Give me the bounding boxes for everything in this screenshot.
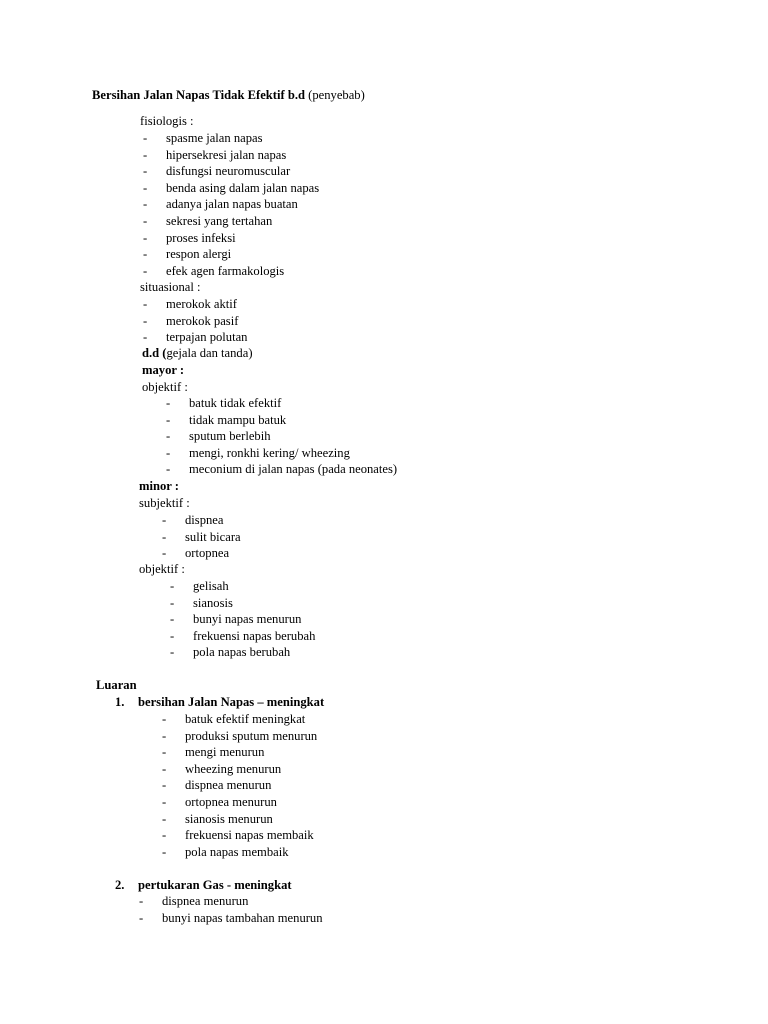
outcome-1-title: bersihan Jalan Napas – meningkat [138, 695, 325, 709]
fisiologis-item: disfungsi neuromuscular [166, 164, 291, 179]
minor-objektif-bullet: - [170, 645, 175, 660]
fisiologis-item: sekresi yang tertahan [166, 214, 273, 228]
outcome-1-bullet: - [162, 828, 167, 843]
outcome-1-bullet: - [162, 761, 167, 776]
document-title [92, 87, 365, 103]
outcome-1-bullet: - [162, 811, 167, 826]
minor-subjektif-item: sulit bicara [185, 529, 241, 544]
outcome-1-item: produksi sputum menurun [185, 728, 318, 743]
minor-objektif-item: bunyi napas menurun [193, 612, 302, 627]
minor-objektif-bullet: - [170, 628, 175, 643]
minor-objektif-item: gelisah [193, 579, 229, 593]
outcome-1-bullet: - [162, 844, 167, 859]
luaran-heading: Luaran [96, 678, 137, 692]
fisiologis-bullet: - [143, 197, 148, 212]
mayor-objektif-bullet: - [166, 396, 171, 410]
outcome-2-item: bunyi napas tambahan menurun [162, 910, 323, 925]
outcome-1-item: sianosis menurun [185, 811, 273, 826]
minor-label: minor : [139, 479, 179, 493]
outcome-1-item: mengi menurun [185, 745, 265, 760]
mayor-objektif-bullet: - [166, 429, 171, 444]
outcome-1-bullet: - [162, 745, 167, 760]
outcome-2-bullet: - [139, 894, 144, 908]
outcome-2-number: 2. [115, 878, 125, 892]
fisiologis-item: benda asing dalam jalan napas [166, 180, 320, 195]
fisiologis-bullet: - [143, 147, 148, 162]
minor-objektif-label: objektif : [139, 562, 185, 576]
title-cause: (penyebab) [305, 88, 365, 102]
minor-subjektif-label: subjektif : [139, 496, 190, 510]
mayor-label: mayor : [142, 363, 185, 377]
fisiologis-bullet: - [143, 263, 148, 278]
situasional-item: merokok aktif [166, 297, 237, 311]
minor-subjektif-item: dispnea [185, 513, 224, 527]
fisiologis-bullet: - [143, 131, 148, 145]
situasional-bullet: - [143, 313, 148, 328]
mayor-objektif-label: objektif : [142, 380, 188, 394]
mayor-objektif-bullet: - [166, 445, 171, 460]
fisiologis-item: respon alergi [166, 247, 232, 262]
minor-objektif-bullet: - [170, 579, 175, 593]
minor-objektif-item: sianosis [193, 595, 233, 610]
dd-rest: gejala dan tanda) [166, 346, 253, 360]
fisiologis-bullet: - [143, 247, 148, 262]
mayor-objektif-bullet: - [166, 412, 171, 427]
outcome-2-title: pertukaran Gas - meningkat [138, 878, 292, 892]
fisiologis-item: spasme jalan napas [166, 131, 263, 145]
outcome-1-item: pola napas membaik [185, 844, 289, 859]
fisiologis-bullet: - [143, 164, 148, 179]
situasional-bullet: - [143, 297, 148, 311]
outcome-1-bullet: - [162, 795, 167, 809]
fisiologis-label: fisiologis : [140, 114, 194, 128]
outcome-1-item: frekuensi napas membaik [185, 828, 314, 843]
outcome-1-item: wheezing menurun [185, 761, 282, 776]
fisiologis-bullet: - [143, 180, 148, 195]
outcome-2-bullet: - [139, 910, 144, 925]
minor-objektif-bullet: - [170, 595, 175, 610]
dd-heading [142, 345, 253, 361]
outcome-1-item: ortopnea menurun [185, 795, 277, 809]
outcome-1-bullet: - [162, 728, 167, 743]
outcome-1-item: batuk efektif meningkat [185, 712, 306, 726]
fisiologis-item: efek agen farmakologis [166, 263, 285, 278]
minor-subjektif-bullet: - [162, 513, 167, 527]
mayor-objektif-item: batuk tidak efektif [189, 396, 282, 410]
fisiologis-item: adanya jalan napas buatan [166, 197, 298, 212]
fisiologis-item: proses infeksi [166, 230, 236, 245]
situasional-item: terpajan polutan [166, 330, 248, 345]
minor-subjektif-bullet: - [162, 546, 167, 561]
fisiologis-item: hipersekresi jalan napas [166, 147, 287, 162]
fisiologis-bullet: - [143, 214, 148, 228]
situasional-item: merokok pasif [166, 313, 239, 328]
minor-objektif-bullet: - [170, 612, 175, 627]
mayor-objektif-item: sputum berlebih [189, 429, 271, 444]
outcome-1-number: 1. [115, 695, 125, 709]
situasional-bullet: - [143, 330, 148, 345]
outcome-1-bullet: - [162, 712, 167, 726]
mayor-objektif-item: mengi, ronkhi kering/ wheezing [189, 445, 350, 460]
outcome-1-item: dispnea menurun [185, 778, 272, 793]
dd-bold: d.d ( [142, 346, 167, 360]
minor-objektif-item: pola napas berubah [193, 645, 291, 660]
fisiologis-bullet: - [143, 230, 148, 245]
title-bold: Bersihan Jalan Napas Tidak Efektif b.d [92, 88, 305, 102]
outcome-2-item: dispnea menurun [162, 894, 249, 908]
minor-objektif-item: frekuensi napas berubah [193, 628, 316, 643]
minor-subjektif-bullet: - [162, 529, 167, 544]
outcome-1-bullet: - [162, 778, 167, 793]
mayor-objektif-item: meconium di jalan napas (pada neonates) [189, 462, 398, 477]
minor-subjektif-item: ortopnea [185, 546, 230, 561]
mayor-objektif-bullet: - [166, 462, 171, 477]
mayor-objektif-item: tidak mampu batuk [189, 412, 287, 427]
situasional-label: situasional : [140, 280, 201, 294]
